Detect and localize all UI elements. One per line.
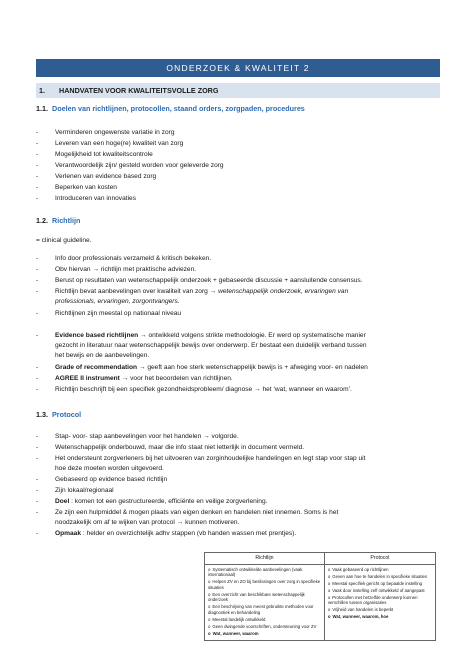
list-item-text: Het ondersteunt zorgverleners bij het uitvoeren van zorginhoudelijke handelingen en legt stap voor stap uit bbox=[55, 455, 366, 462]
bold-term: AGREE II instrument bbox=[55, 375, 120, 382]
bullet-dash: - bbox=[36, 455, 39, 462]
bold-term: Grade of recommendation bbox=[55, 364, 138, 371]
list-item-text: hoe deze moeten worden uitgevoerd. bbox=[55, 465, 164, 472]
table-list-item: o Wat, wanneer, waarom, hoe bbox=[328, 614, 432, 619]
table-list-item: o Helpen ZV en ZO bij beslissingen over zorg in specifieke situaties bbox=[208, 579, 321, 590]
table-list-item: o Vaak gebaseerd op richtlijnen bbox=[328, 567, 432, 572]
list-item-text: Stap- voor- stap aanbevelingen voor het handelen → volgorde. bbox=[55, 433, 239, 440]
bullet-dash: - bbox=[36, 184, 39, 191]
subsection-title: Doelen van richtlijnen, protocollen, staand orders, zorgpaden, procedures bbox=[52, 104, 305, 113]
subsection-number: 1.3. bbox=[36, 410, 48, 419]
list-item-text: Zijn lokaal/regionaal bbox=[55, 487, 114, 494]
subsection-title: Richtlijn bbox=[52, 216, 81, 225]
bullet-dash: - bbox=[36, 277, 39, 284]
list-item-text: Gebaseerd op evidence based richtlijn bbox=[55, 476, 168, 483]
list-item-text: Leveren van een hoge(re) kwaliteit van zorg bbox=[55, 140, 184, 147]
bullet-dash: - bbox=[36, 530, 39, 537]
bullet-dash: - bbox=[36, 487, 39, 494]
list-item-text: gezocht in literatuur naar wetenschappelijk bewijs over onderwerp. Er bestaat een duidelijk verband tussen bbox=[55, 342, 367, 349]
list-item-text bbox=[55, 287, 436, 296]
list-item-text: Beperken van kosten bbox=[55, 184, 117, 191]
section-heading-1 bbox=[36, 83, 440, 98]
list-item-part: : helder en overzichtelijk adhv stappen (vb handen wassen met prentjes). bbox=[81, 530, 297, 537]
bullet-dash: - bbox=[36, 162, 39, 169]
table-list-item: o Meestal specifiek gericht op bepaalde instelling bbox=[328, 581, 432, 586]
subsection-title: Protocol bbox=[52, 410, 82, 419]
subsection-number: 1.2. bbox=[36, 216, 48, 225]
bullet-dash: - bbox=[36, 151, 39, 158]
bold-term: Opmaak bbox=[55, 530, 82, 537]
bold-term: Evidence based richtlijnen bbox=[55, 332, 139, 339]
column-header: Protocol bbox=[324, 553, 435, 565]
bold-term: Doel bbox=[55, 498, 70, 505]
table-list-item: o Een overzicht van beschikbare wetenschappelijk onderzoek bbox=[208, 592, 321, 603]
bullet-dash: - bbox=[36, 498, 39, 505]
bullet-dash: - bbox=[36, 364, 39, 371]
table-list-item: o Vaak door instelling zelf ontwikkeld of aangepast bbox=[328, 588, 432, 593]
bullet-dash: - bbox=[36, 476, 39, 483]
table-list-item: o Protocollen met hetzelfde onderwerp kunnen verschillen tussen organisaties bbox=[328, 595, 432, 606]
table-cell-protocol bbox=[324, 565, 435, 641]
bullet-dash: - bbox=[36, 173, 39, 180]
table-row bbox=[205, 565, 436, 641]
bullet-dash: - bbox=[36, 129, 39, 136]
table-cell-richtlijn bbox=[205, 565, 325, 641]
list-item-text bbox=[55, 497, 436, 506]
list-item-text bbox=[55, 363, 436, 372]
bullet-dash: - bbox=[36, 195, 39, 202]
italic-text: wetenschappelijk onderzoek, ervaringen van bbox=[218, 288, 349, 295]
list-item-part: → voor het beoordelen van richtlijnen. bbox=[119, 375, 233, 382]
subsection-heading-1-1 bbox=[36, 104, 305, 113]
definition-text: = clinical guideline. bbox=[36, 237, 92, 244]
list-item-text: Berust op resultaten van wetenschappelijk onderzoek + gebaseerde discussie + aansluitende consensus. bbox=[55, 277, 363, 284]
subsection-number: 1.1. bbox=[36, 104, 48, 113]
table-header-row bbox=[205, 553, 436, 565]
title-banner: ONDERZOEK & KWALITEIT 2 bbox=[36, 59, 440, 77]
section-number: 1. bbox=[39, 86, 45, 95]
table-list-item: o Meestal landelijk ontwikkeld bbox=[208, 617, 321, 622]
bullet-dash: - bbox=[36, 310, 39, 317]
table-list-item: o Vrijheid van handelen is beperkt bbox=[328, 607, 432, 612]
list-item-part: : komen tot een gestructureerde, efficiënte en veilige zorgverlening. bbox=[69, 498, 268, 505]
table-list-item: o Geven aan hoe te handelen in specifieke situaties bbox=[328, 574, 432, 579]
list-item-text: Verlenen van evidence based zorg bbox=[55, 173, 157, 180]
list-item-text: Ze zijn een hulpmiddel & mogen plaats van eigen denken en handelen niet innemen. Soms is het bbox=[55, 509, 339, 516]
bullet-dash: - bbox=[36, 433, 39, 440]
list-item-text: Verminderen ongewenste variatie in zorg bbox=[55, 129, 175, 136]
list-item-part: → ontwikkeld volgens strikte methodologie. Er werd op systematische manier bbox=[138, 332, 366, 339]
list-item-text: noodzakelijk om af te wijken van protocol → kunnen motiveren. bbox=[55, 519, 240, 526]
bullet-dash: - bbox=[36, 255, 39, 262]
bullet-dash: - bbox=[36, 509, 39, 516]
list-item-text bbox=[55, 374, 436, 383]
bullet-dash: - bbox=[36, 288, 39, 295]
list-item-text: Introduceren van innovaties bbox=[55, 195, 137, 202]
list-item-text bbox=[55, 331, 436, 340]
bullet-dash: - bbox=[36, 386, 39, 393]
comparison-table bbox=[204, 552, 436, 641]
column-header: Richtlijn bbox=[205, 553, 325, 565]
table-list-item: o Geen dwingende voorschriften, ondersteuning voor ZV bbox=[208, 624, 321, 629]
list-item-text: Wetenschappelijk onderbouwd, maar die info staat niet letterlijk in document vermeld. bbox=[55, 444, 305, 451]
list-item-text: Obv hiervan → richtlijn met praktische adviezen. bbox=[55, 266, 197, 273]
section-title: HANDVATEN VOOR KWALITEITSVOLLE ZORG bbox=[59, 86, 219, 95]
list-item-text: het bewijs en de aanbevelingen. bbox=[55, 352, 150, 359]
table-list-item: o Wat, wanneer, waarom bbox=[208, 631, 321, 636]
subsection-heading-1-3 bbox=[36, 410, 81, 419]
list-item-text: Richtlijn beschrijft bij een specifiek gezondheidsprobleem/ diagnose → het ‘wat, wanneer en waarom’. bbox=[55, 386, 352, 393]
list-item-part: → geeft aan hoe sterk wetenschappelijk bewijs is + afweging voor- en nadelen bbox=[137, 364, 368, 371]
subsection-heading-1-2 bbox=[36, 216, 80, 225]
bullet-dash: - bbox=[36, 375, 39, 382]
table-list-item: o Systematisch ontwikkelde aanbevelingen (vaak internationaal) bbox=[208, 567, 321, 578]
list-item-text: Info door professionals verzameld & kritisch bekeken. bbox=[55, 255, 212, 262]
table-list-item: o Een beschrijving van meest gebruikte methoden voor diagnostiek en behandeling bbox=[208, 604, 321, 615]
list-item-text: Mogelijkheid tot kwaliteitscontrole bbox=[55, 151, 153, 158]
list-item-text bbox=[55, 529, 436, 538]
bullet-dash: - bbox=[36, 140, 39, 147]
italic-text: professionals, ervaringen, zorgontvangers. bbox=[55, 298, 180, 305]
bullet-dash: - bbox=[36, 332, 39, 339]
bullet-dash: - bbox=[36, 266, 39, 273]
list-item-text: Verantwoordelijk zijn/ gesteld worden voor geleverde zorg bbox=[55, 162, 224, 169]
list-item-part: Richtlijn bevat aanbevelingen over kwaliteit van zorg → bbox=[55, 288, 217, 295]
bullet-dash: - bbox=[36, 444, 39, 451]
list-item-text: Richtlijnen zijn meestal op nationaal niveau bbox=[55, 310, 182, 317]
